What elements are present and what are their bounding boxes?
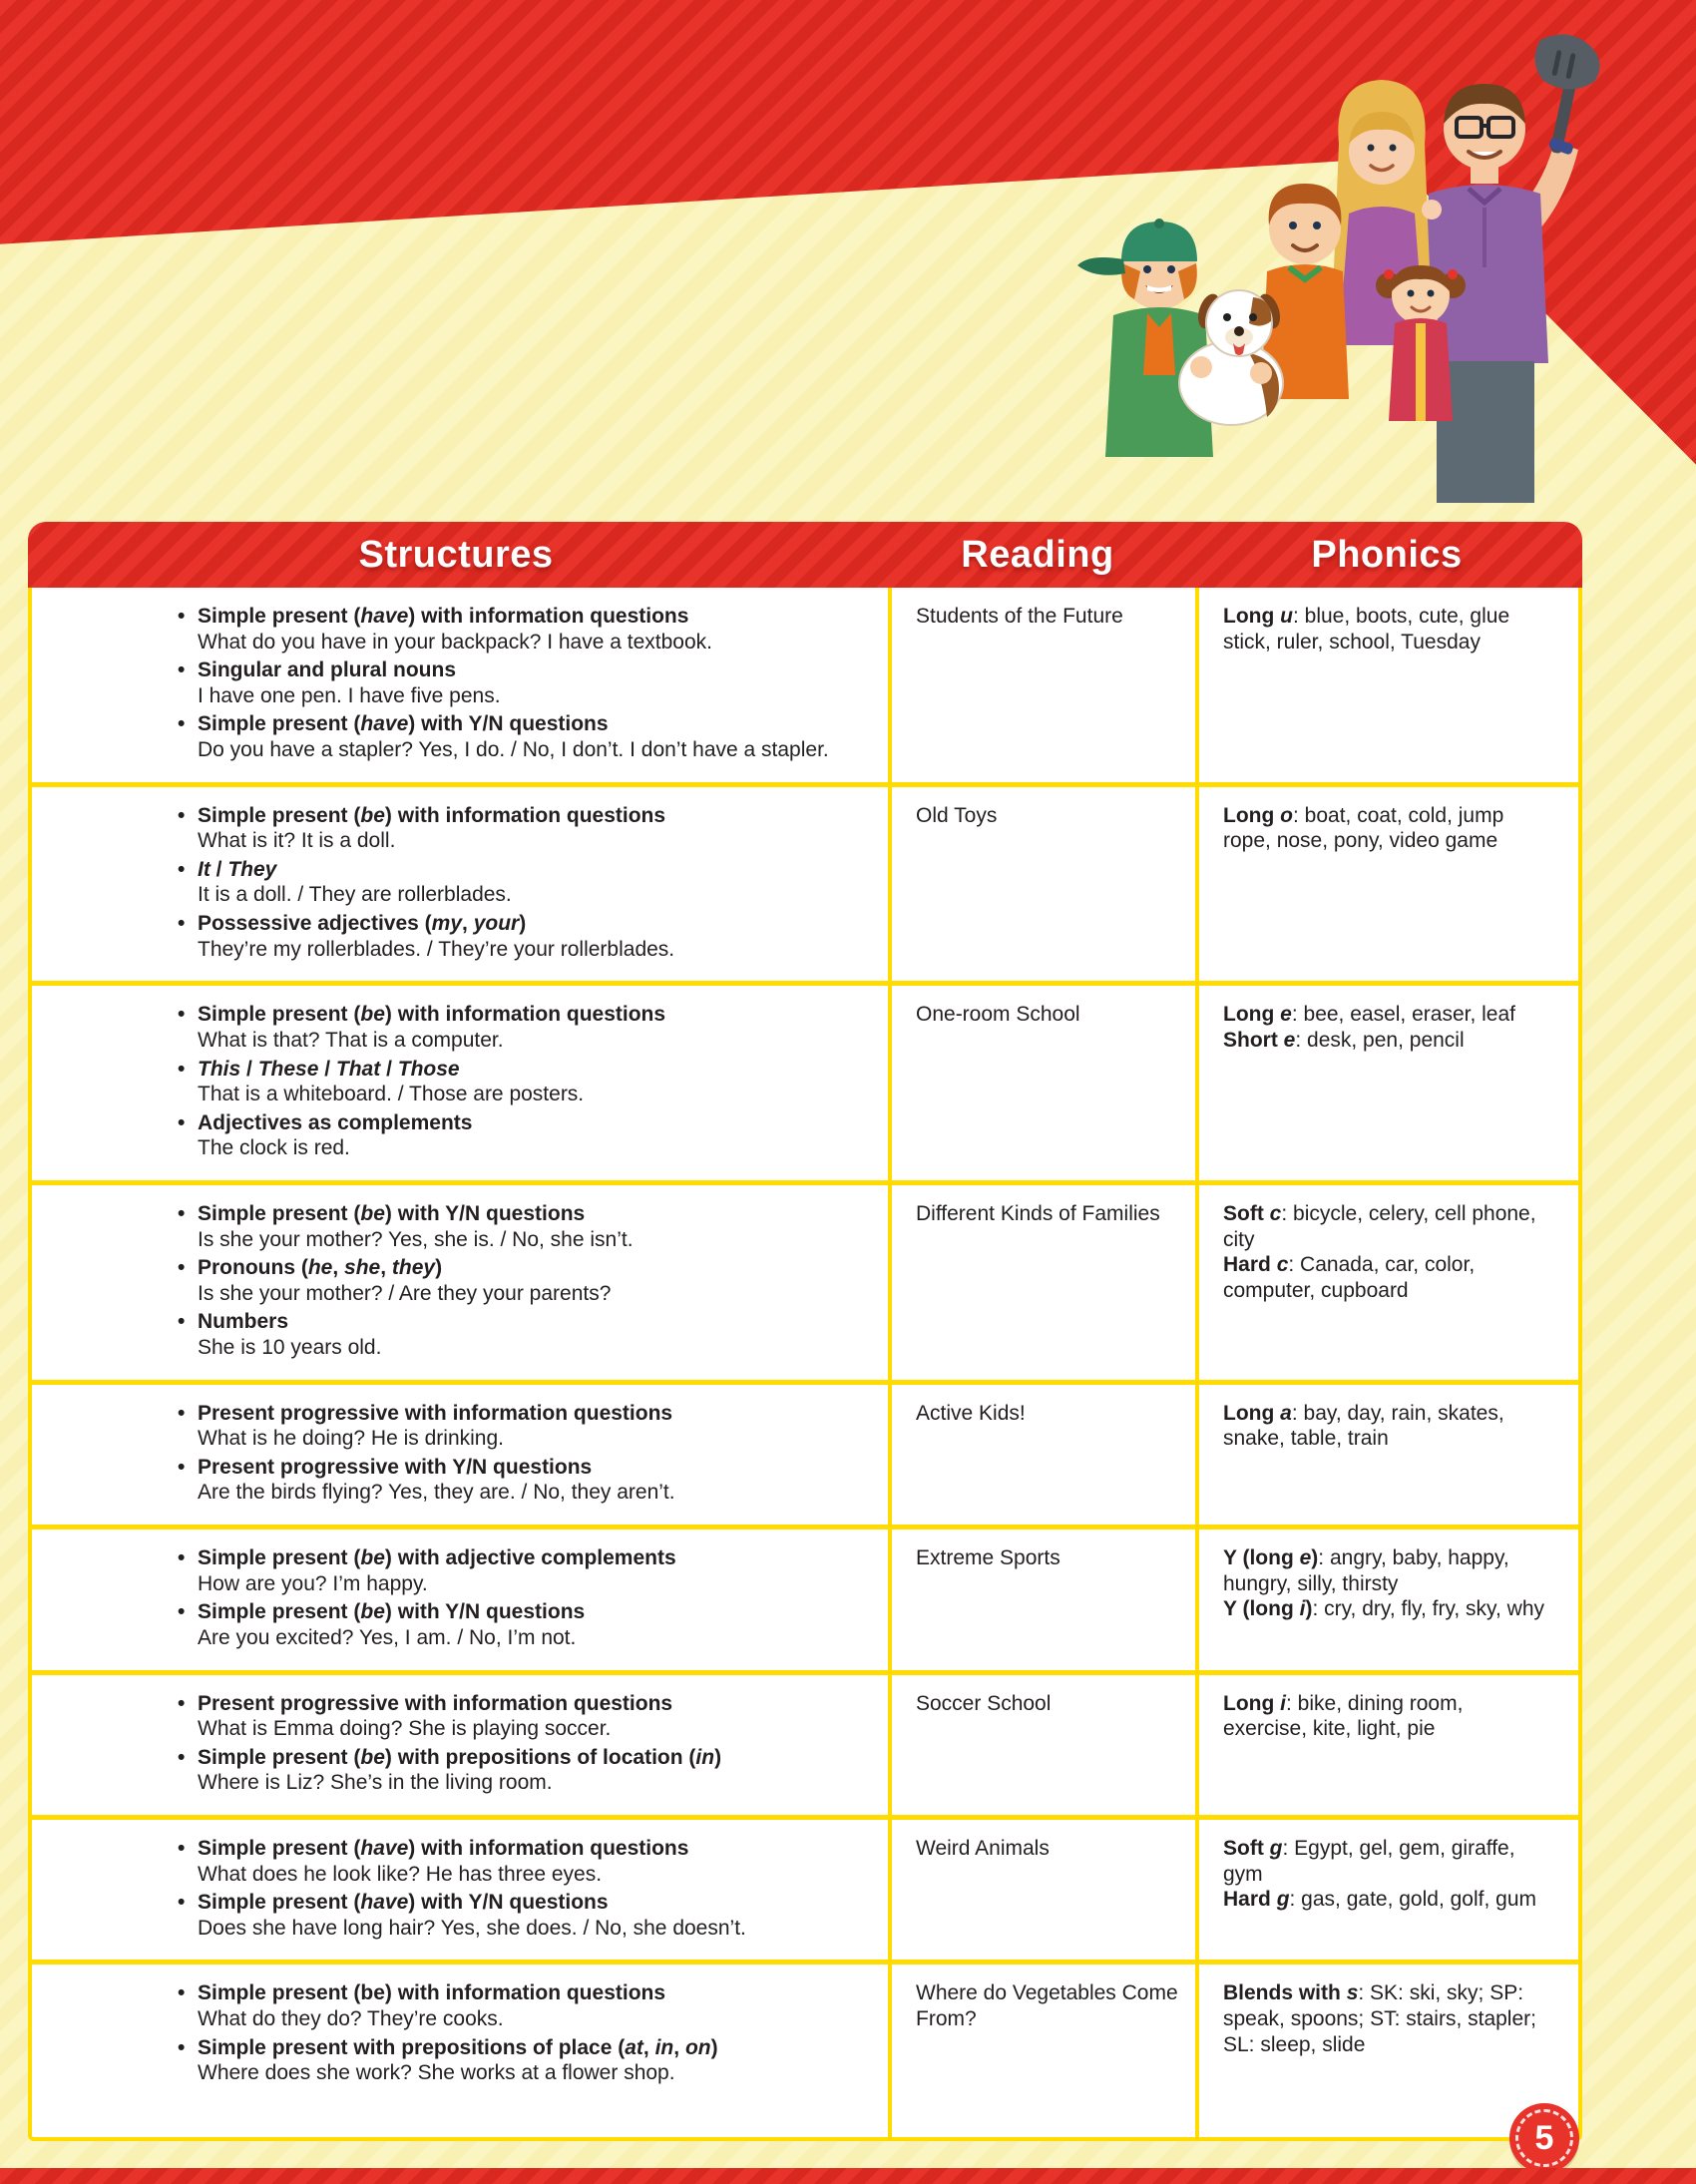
phonics-cell [1195,1675,1578,1815]
structure-item [174,1309,862,1360]
bottom-red-strip [0,2168,1696,2184]
structure-example: Are the birds flying? Yes, they are. / No, they aren’t. [198,1481,675,1505]
reading-cell [888,1820,1195,1960]
structure-item [174,911,862,962]
structures-cell [32,986,888,1180]
structure-heading: • Simple present (be) with prepositions of location (in) [198,1745,722,1769]
structures-list [174,1401,862,1506]
phonics-cell [1195,986,1578,1180]
structure-item [174,1401,862,1452]
structures-cell [32,1675,888,1815]
column-header-phonics: Phonics [1311,533,1463,576]
structures-list [174,803,862,963]
reading-cell [888,1185,1195,1380]
phonics-entry: Hard c: Canada, car, color, computer, cupboard [1223,1253,1476,1302]
structure-example: What is Emma doing? She is playing soccer. [198,1717,612,1741]
structure-heading: • Present progressive with information questions [198,1401,673,1425]
structure-example: Are you excited? Yes, I am. / No, I’m not. [198,1625,577,1649]
phonics-entry: Y (long i): cry, dry, fly, fry, sky, why [1223,1597,1545,1621]
structure-example: What is it? It is a doll. [198,829,396,853]
structure-item [174,2035,862,2086]
phonics-entry: Soft c: bicycle, celery, cell phone, city [1223,1201,1536,1251]
phonics-entry: Long e: bee, easel, eraser, leaf [1223,1003,1515,1027]
phonics-entry: Short e: desk, pen, pencil [1223,1028,1465,1052]
structure-heading: • Adjectives as complements [198,1110,473,1134]
table-body [28,588,1582,2141]
column-header-structures: Structures [358,533,554,576]
reading-cell [888,1675,1195,1815]
structure-example: The clock is red. [198,1136,350,1160]
reading-title: Extreme Sports [916,1546,1060,1570]
phonics-cell [1195,588,1578,782]
family-illustration [910,24,1608,503]
structure-example: What does he look like? He has three eyes. [198,1862,603,1886]
structure-item [174,1691,862,1742]
phonics-cell [1195,1820,1578,1960]
structure-example: Is she your mother? Yes, she is. / No, she isn’t. [198,1227,634,1251]
structure-item [174,1110,862,1161]
reading-cell [888,588,1195,782]
structures-list [174,1691,862,1796]
structure-example: What do they do? They’re cooks. [198,2006,504,2030]
structure-item [174,1201,862,1252]
structure-example: Do you have a stapler? Yes, I do. / No, I don’t. I don’t have a stapler. [198,738,829,762]
column-header-reading: Reading [961,533,1114,576]
structure-item [174,1455,862,1506]
structure-item [174,857,862,908]
structure-example: What is he doing? He is drinking. [198,1427,504,1451]
structure-example: What is that? That is a computer. [198,1028,504,1052]
structures-list [174,1002,862,1161]
structure-example: Is she your mother? / Are they your parents? [198,1281,612,1305]
phonics-entry: Long o: boat, coat, cold, jump rope, nose, pony, video game [1223,803,1504,853]
boy-with-cap-figure [1077,218,1213,457]
structures-cell [32,1385,888,1525]
reading-title: Old Toys [916,803,998,827]
father-figure [1410,35,1599,503]
structure-item [174,1599,862,1650]
structures-cell [32,588,888,782]
reading-cell [888,1965,1195,2137]
structure-example: What do you have in your backpack? I have a textbook. [198,630,712,654]
structure-example: Where is Liz? She’s in the living room. [198,1771,553,1795]
structures-cell [32,787,888,982]
reading-title: Students of the Future [916,605,1123,628]
phonics-entry: Long a: bay, day, rain, skates, snake, table, train [1223,1401,1504,1451]
structure-example: How are you? I’m happy. [198,1571,428,1595]
reading-cell [888,1385,1195,1525]
phonics-cell [1195,787,1578,982]
structure-heading: • Simple present (be) with information questions [198,1981,666,2005]
structure-item [174,1545,862,1596]
structure-heading: • Present progressive with Y/N questions [198,1455,593,1479]
reading-title: Soccer School [916,1691,1052,1715]
structure-item [174,1057,862,1107]
structure-example: I have one pen. I have five pens. [198,683,501,707]
reading-cell [888,986,1195,1180]
structure-example: That is a whiteboard. / Those are posters. [198,1083,585,1106]
table-row [32,1960,1578,2137]
table-row [32,1815,1578,1960]
structure-heading: • Simple present with prepositions of place (at, in, on) [198,2035,718,2059]
phonics-cell [1195,1185,1578,1380]
reading-title: One-room School [916,1003,1080,1027]
phonics-cell [1195,1529,1578,1669]
structure-item [174,1002,862,1053]
structure-item [174,657,862,708]
phonics-entry: Y (long e): angry, baby, happy, hungry, silly, thirsty [1223,1546,1509,1595]
phonics-cell [1195,1385,1578,1525]
table-row [32,1380,1578,1525]
reading-title: Weird Animals [916,1836,1050,1860]
structures-list [174,1201,862,1361]
reading-cell [888,1529,1195,1669]
structure-heading: • Simple present (have) with Y/N questions [198,1891,609,1915]
phonics-entry: Hard g: gas, gate, gold, golf, gum [1223,1888,1537,1912]
reading-cell [888,787,1195,982]
structure-heading: • Simple present (be) with adjective complements [198,1546,676,1570]
structure-item [174,1890,862,1941]
phonics-entry: Long i: bike, dining room, exercise, kite, light, pie [1223,1691,1464,1741]
table-row [32,1180,1578,1380]
structures-cell [32,1185,888,1380]
structure-heading: • Simple present (have) with information questions [198,605,689,628]
table-row [32,782,1578,982]
structures-list [174,1980,862,2085]
structure-heading: • Numbers [198,1310,289,1334]
structure-item [174,1255,862,1306]
structures-cell [32,1529,888,1669]
structure-item [174,604,862,655]
page-number-badge [1509,2103,1579,2173]
structure-item [174,711,862,762]
structure-item [174,1836,862,1887]
structure-example: They’re my rollerblades. / They’re your rollerblades. [198,937,675,961]
phonics-entry: Long u: blue, boots, cute, glue stick, ruler, school, Tuesday [1223,605,1510,654]
structures-list [174,1545,862,1650]
dog [1179,290,1284,425]
page-number: 5 [1534,2118,1554,2157]
structures-list [174,604,862,763]
structure-heading: • This / These / That / Those [198,1057,460,1081]
structure-heading: • Simple present (be) with information questions [198,1003,666,1027]
structure-heading: • Pronouns (he, she, they) [198,1256,443,1280]
phonics-entry: Soft g: Egypt, gel, gem, giraffe, gym [1223,1836,1515,1886]
table-header [28,522,1582,588]
structure-heading: • Simple present (be) with Y/N questions [198,1201,586,1225]
structure-example: Does she have long hair? Yes, she does. / No, she doesn’t. [198,1916,746,1940]
reading-title: Where do Vegetables Come From? [916,1981,1178,2030]
table-row [32,1670,1578,1815]
table-row [32,1525,1578,1669]
scope-table [28,522,1582,2141]
table-row [32,588,1578,782]
reading-title: Different Kinds of Families [916,1201,1160,1225]
structure-item [174,1980,862,2031]
structures-cell [32,1820,888,1960]
structure-example: She is 10 years old. [198,1336,382,1360]
structure-heading: • Possessive adjectives (my, your) [198,912,527,936]
structure-heading: • Simple present (be) with information questions [198,803,666,827]
structure-heading: • Singular and plural nouns [198,658,457,682]
structure-heading: • Simple present (have) with Y/N questions [198,712,609,736]
phonics-entry: Blends with s: SK: ski, sky; SP: speak, spoons; ST: stairs, stapler; SL: sleep, slide [1223,1981,1536,2056]
table-row [32,981,1578,1180]
reading-title: Active Kids! [916,1401,1026,1425]
structure-heading: • It / They [198,857,277,881]
spatula-icon [1534,35,1599,155]
structure-heading: • Present progressive with information questions [198,1691,673,1715]
structure-item [174,803,862,854]
structure-item [174,1745,862,1796]
structure-heading: • Simple present (have) with information questions [198,1836,689,1860]
structure-example: Where does she work? She works at a flower shop. [198,2061,675,2085]
structures-cell [32,1965,888,2137]
structures-list [174,1836,862,1941]
structure-example: It is a doll. / They are rollerblades. [198,883,512,907]
structure-heading: • Simple present (be) with Y/N questions [198,1600,586,1624]
